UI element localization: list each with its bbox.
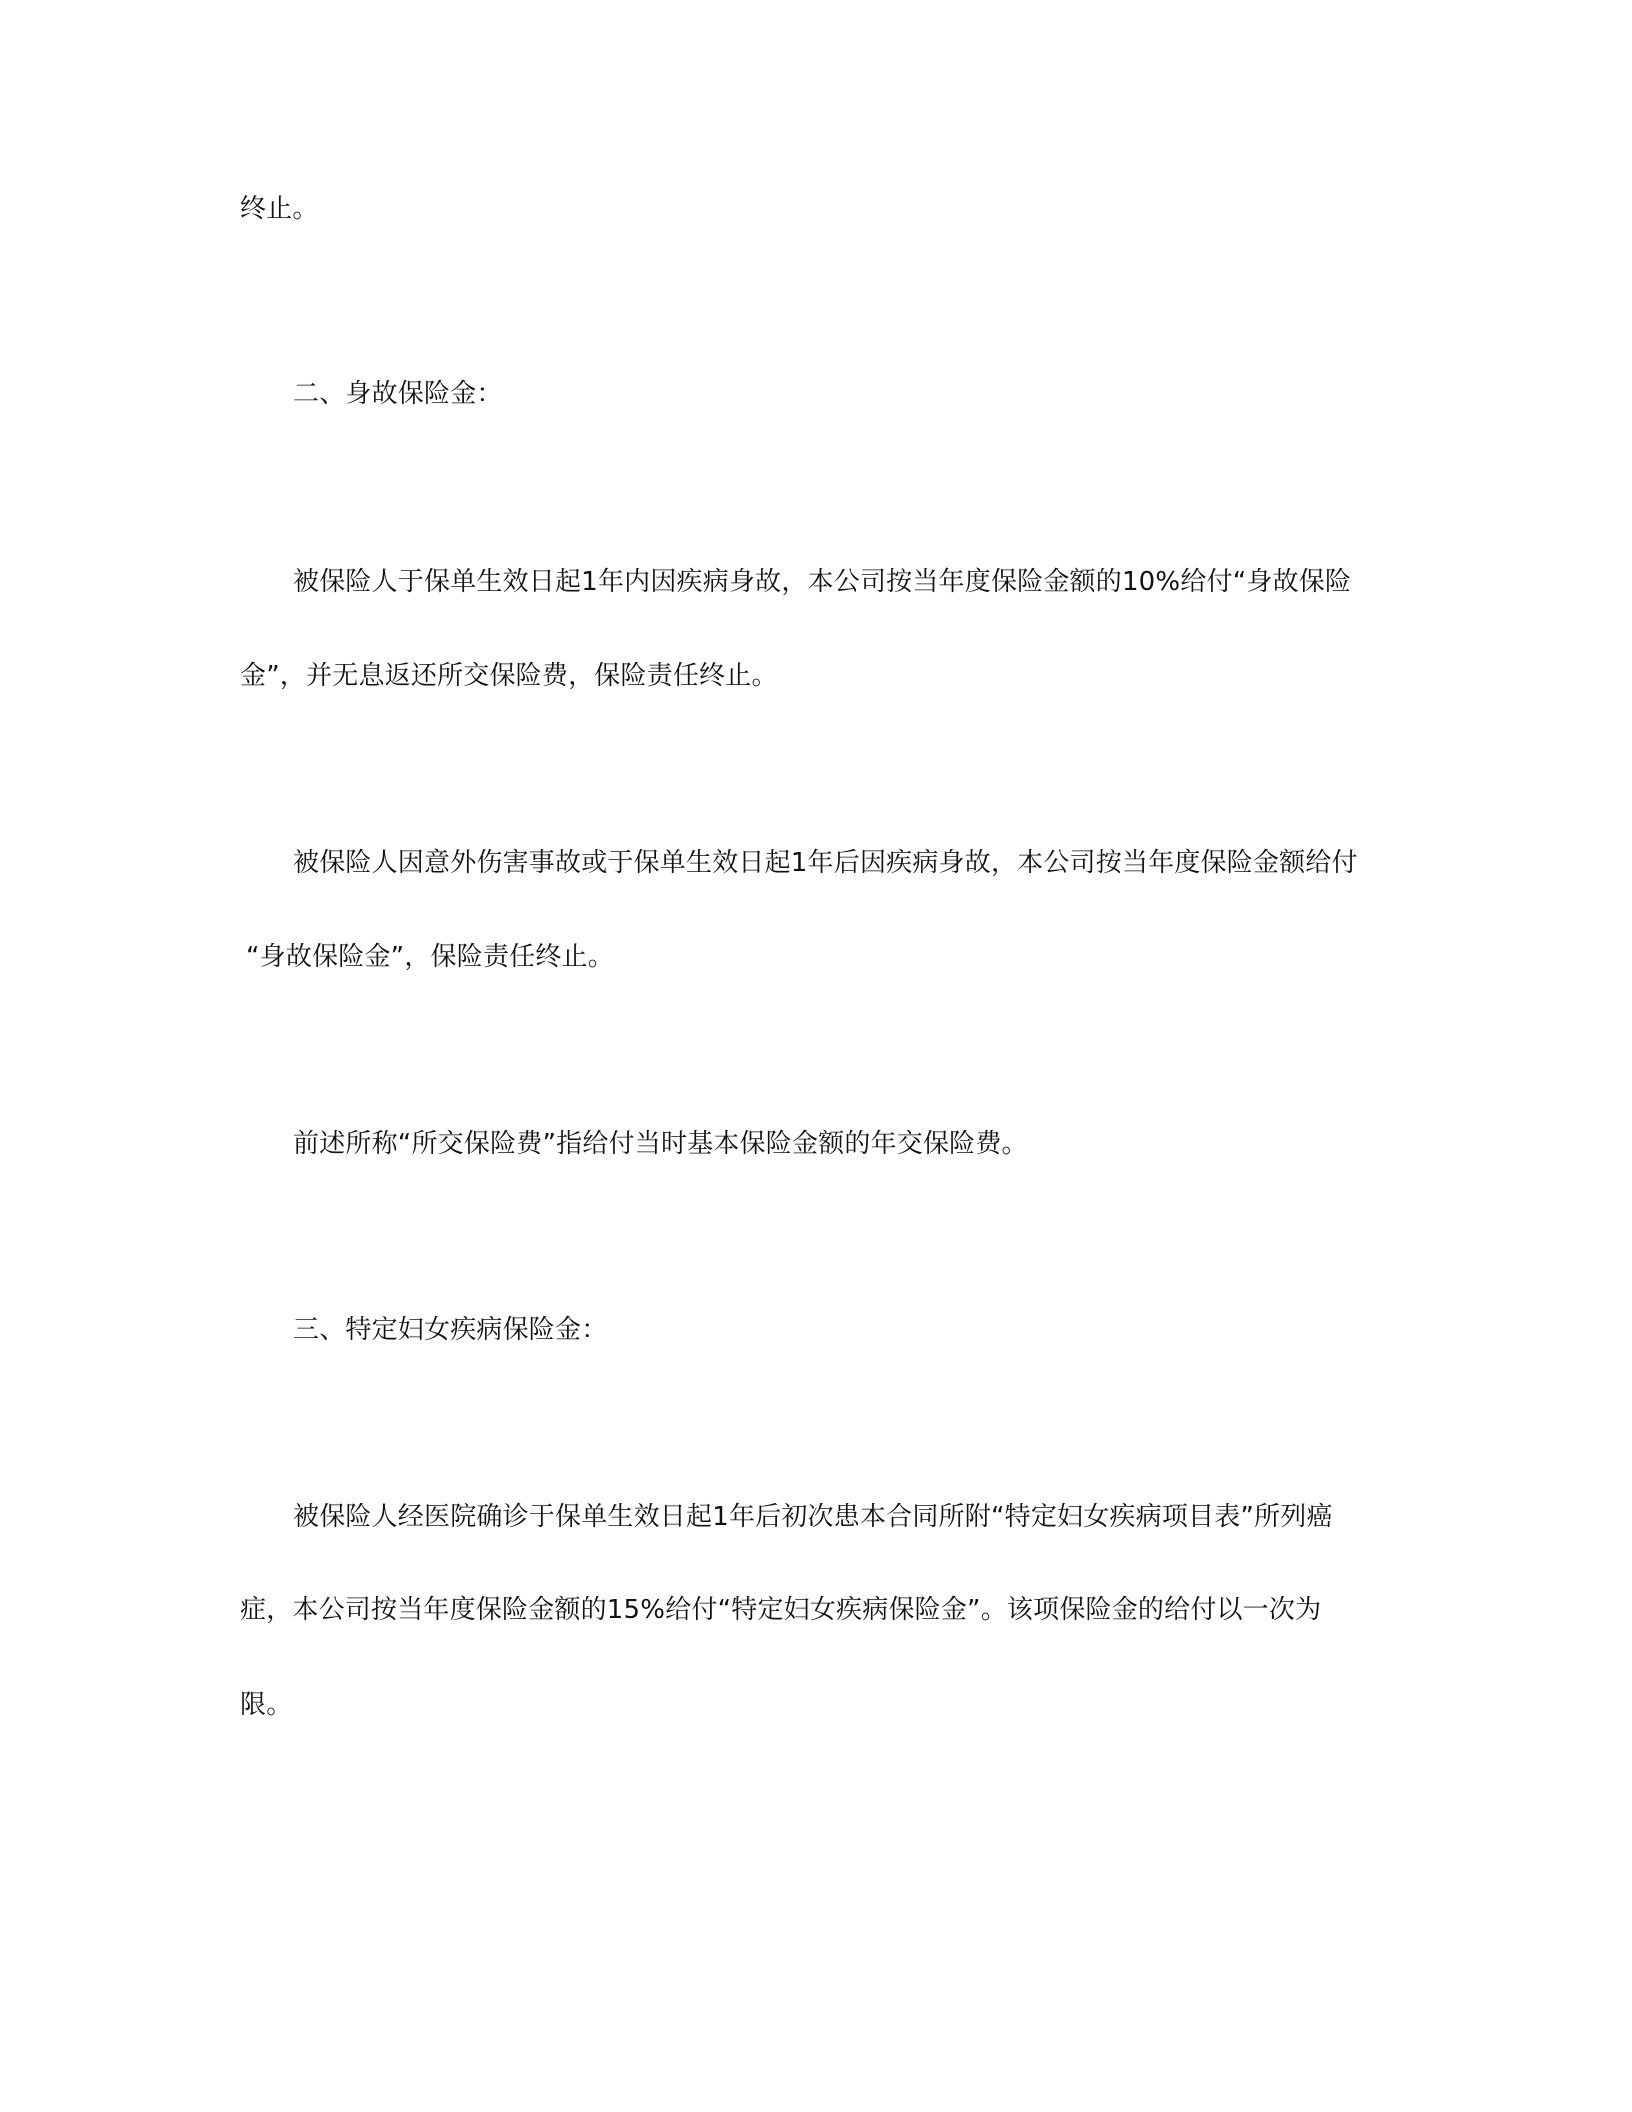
section-3-paragraph-1-line-2: 症，本公司按当年度保险金额的15%给付“特定妇女疾病保险金”。该项保险金的给付以一次为 (240, 1595, 1322, 1625)
section-3-heading: 三、特定妇女疾病保险金： (293, 1315, 608, 1345)
section-2-paragraph-2-line-1: 被保险人因意外伤害事故或于保单生效日起1年后因疾病身故，本公司按当年度保险金额给付 (293, 848, 1358, 878)
section-2-paragraph-1-line-2: 金”，并无息返还所交保险费，保险责任终止。 (240, 661, 778, 691)
section-3-paragraph-1-line-1: 被保险人经医院确诊于保单生效日起1年后初次患本合同所附“特定妇女疾病项目表”所列癌 (293, 1502, 1333, 1532)
section-2-paragraph-3-line-1: 前述所称“所交保险费”指给付当时基本保险金额的年交保险费。 (293, 1129, 1028, 1159)
section-2-paragraph-1-line-1: 被保险人于保单生效日起1年内因疾病身故，本公司按当年度保险金额的10%给付“身故保险 (293, 567, 1352, 597)
section-2-heading: 二、身故保险金： (293, 379, 503, 409)
top-fragment-text: 终止。 (240, 194, 319, 224)
section-3-paragraph-1-line-3: 限。 (240, 1690, 293, 1720)
section-2-paragraph-2-line-2: “身故保险金”，保险责任终止。 (246, 942, 614, 972)
